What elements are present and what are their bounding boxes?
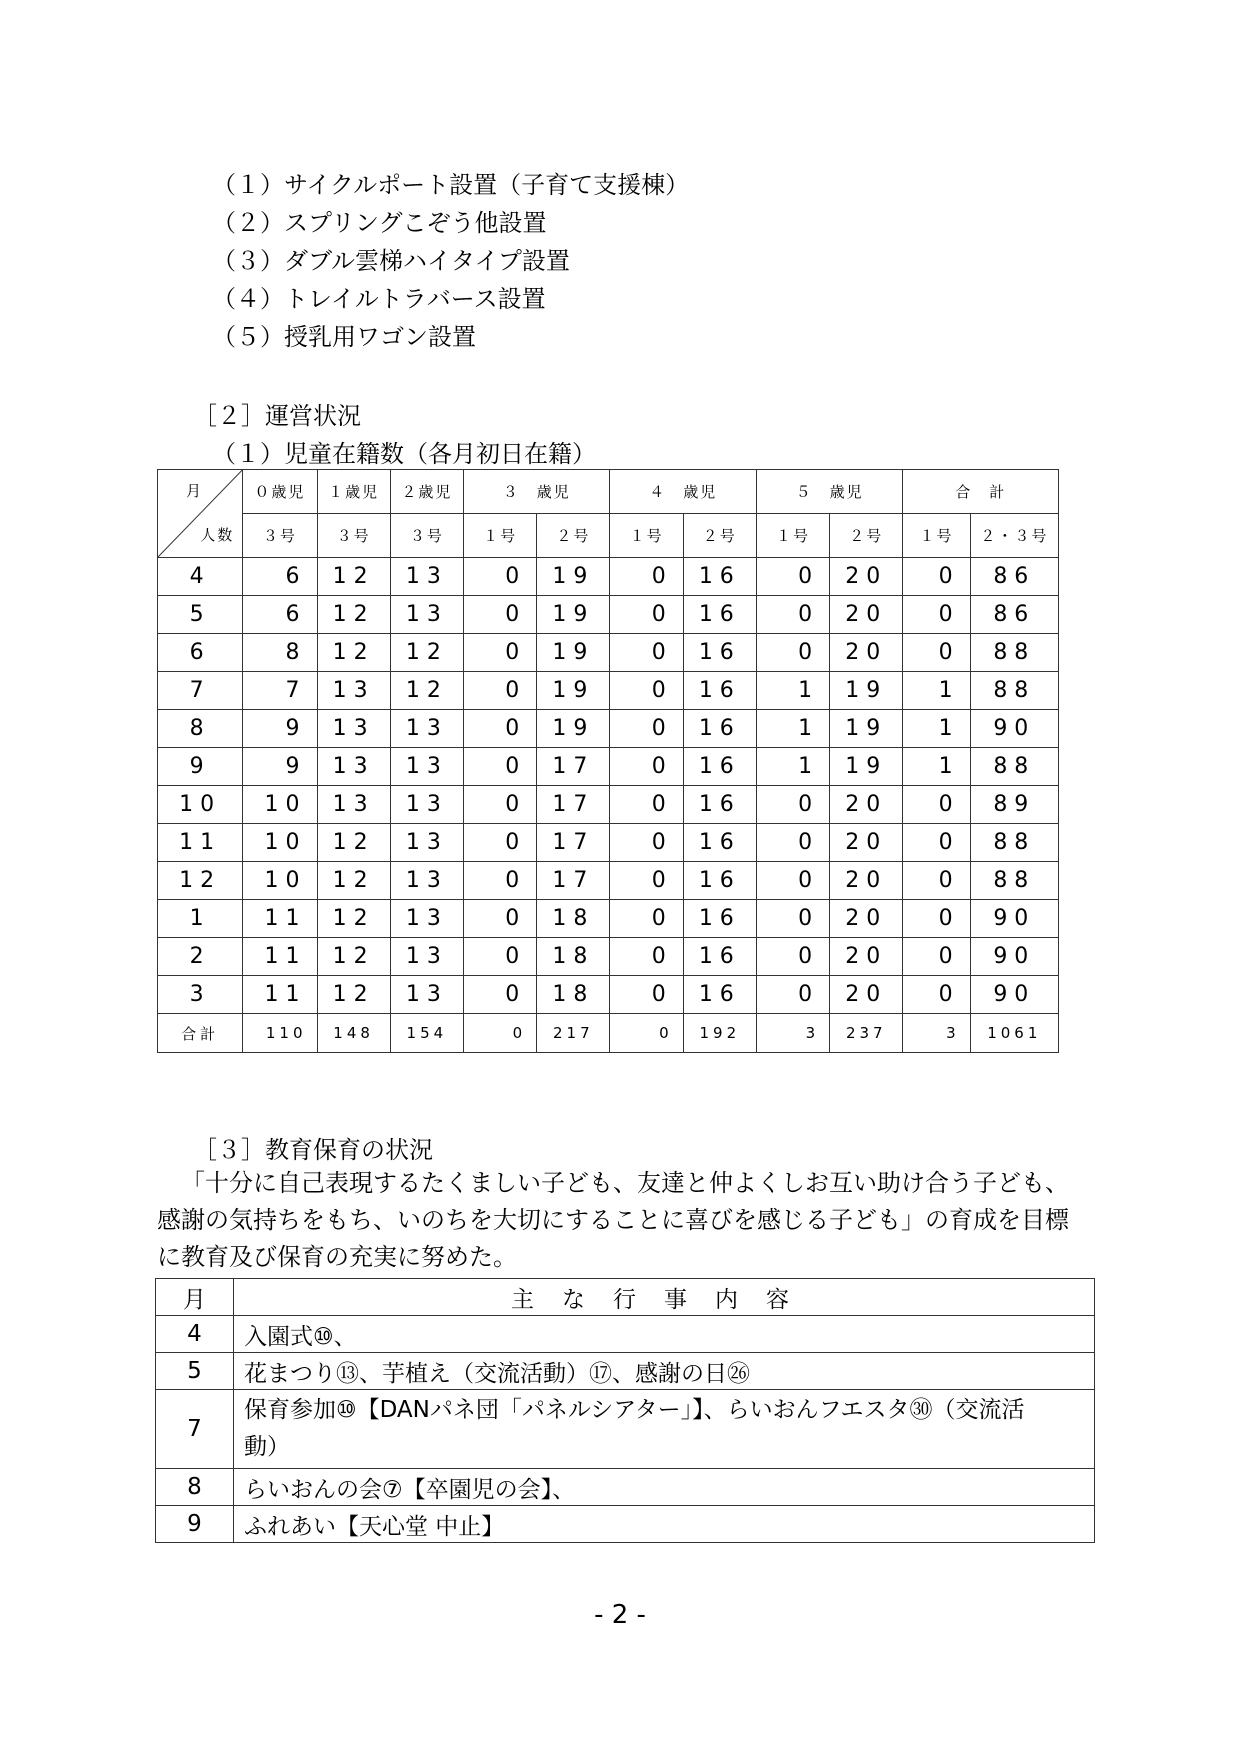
total-cell: 148 [317, 1014, 390, 1053]
count-cell: 19 [537, 634, 610, 672]
type-header: ２・３号 [970, 514, 1058, 558]
month-cell: 12 [158, 862, 243, 900]
age-header: １歳児 [317, 470, 390, 514]
event-content: 花まつり⑬、芋植え（交流活動）⑰、感謝の日㉖ [234, 1353, 1095, 1390]
count-cell: 90 [970, 900, 1058, 938]
count-cell: 13 [390, 824, 463, 862]
count-cell: 10 [243, 862, 317, 900]
enrollment-row [158, 748, 1059, 786]
facility-item: （２）スプリングこぞう他設置 [212, 209, 547, 237]
count-cell: 12 [317, 558, 390, 596]
enrollment-row [158, 558, 1059, 596]
count-cell: 8 [243, 634, 317, 672]
enrollment-row [158, 938, 1059, 976]
count-cell: 18 [537, 900, 610, 938]
count-cell: 18 [537, 938, 610, 976]
facility-item: （３）ダブル雲梯ハイタイプ設置 [212, 247, 570, 275]
count-cell: 6 [243, 596, 317, 634]
count-cell: 13 [390, 900, 463, 938]
count-cell: 90 [970, 710, 1058, 748]
count-cell: 16 [683, 938, 756, 976]
events-row [156, 1316, 1095, 1353]
count-cell: 0 [610, 938, 683, 976]
count-cell: 1 [756, 710, 829, 748]
type-header: ３号 [390, 514, 463, 558]
count-cell: 0 [903, 824, 970, 862]
count-cell: 1 [903, 748, 970, 786]
count-cell: 13 [317, 672, 390, 710]
month-cell: 3 [158, 976, 243, 1014]
count-cell: 18 [537, 976, 610, 1014]
facility-list [212, 166, 689, 356]
enrollment-header-row-age [158, 470, 1059, 514]
count-cell: 0 [756, 824, 829, 862]
count-cell: 17 [537, 862, 610, 900]
count-cell: 20 [830, 862, 903, 900]
count-cell: 12 [317, 976, 390, 1014]
enrollment-row [158, 596, 1059, 634]
count-cell: 90 [970, 976, 1058, 1014]
type-header: ２号 [537, 514, 610, 558]
count-cell: 17 [537, 786, 610, 824]
enrollment-table [157, 469, 1059, 1053]
event-content [234, 1390, 1095, 1469]
count-cell: 12 [317, 938, 390, 976]
event-month: 4 [156, 1316, 234, 1353]
count-cell: 13 [390, 596, 463, 634]
count-cell: 13 [390, 710, 463, 748]
enrollment-row [158, 976, 1059, 1014]
page-number: - 2 - [594, 1600, 646, 1630]
count-cell: 19 [830, 672, 903, 710]
count-cell: 0 [463, 596, 536, 634]
count-cell: 17 [537, 824, 610, 862]
count-cell: 0 [756, 900, 829, 938]
enrollment-row [158, 824, 1059, 862]
count-cell: 19 [537, 672, 610, 710]
count-cell: 0 [756, 976, 829, 1014]
count-cell: 20 [830, 634, 903, 672]
enrollment-row [158, 786, 1059, 824]
count-cell: 20 [830, 900, 903, 938]
count-cell: 0 [463, 862, 536, 900]
count-cell: 1 [756, 672, 829, 710]
events-row [156, 1390, 1095, 1469]
total-cell: 237 [830, 1014, 903, 1053]
count-cell: 12 [317, 824, 390, 862]
count-cell: 16 [683, 710, 756, 748]
count-cell: 88 [970, 824, 1058, 862]
count-cell: 16 [683, 634, 756, 672]
count-cell: 20 [830, 558, 903, 596]
total-cell: 217 [537, 1014, 610, 1053]
count-cell: 1 [903, 710, 970, 748]
count-cell: 88 [970, 862, 1058, 900]
section-heading-operation: ［２］運営状況 [193, 402, 361, 430]
age-header: 合 計 [903, 470, 1059, 514]
count-cell: 0 [463, 672, 536, 710]
count-cell: 11 [243, 938, 317, 976]
enrollment-row [158, 900, 1059, 938]
paragraph-line: 「十分に自己表現するたくましい子ども、友達と仲よくしお互い助け合う子ども、 [181, 1169, 1069, 1197]
event-content-line: 動） [244, 1434, 290, 1460]
facility-item: （４）トレイルトラバース設置 [212, 285, 546, 313]
count-cell: 0 [903, 976, 970, 1014]
count-cell: 1 [756, 748, 829, 786]
type-header: ３号 [317, 514, 390, 558]
events-content-header: 主な行事内容 [234, 1279, 1095, 1316]
total-cell: 192 [683, 1014, 756, 1053]
month-cell: 7 [158, 672, 243, 710]
count-cell: 86 [970, 558, 1058, 596]
type-header: ２号 [830, 514, 903, 558]
age-header: ３ 歳児 [463, 470, 609, 514]
count-cell: 0 [756, 596, 829, 634]
count-cell: 19 [537, 558, 610, 596]
count-cell: 0 [463, 976, 536, 1014]
count-cell: 16 [683, 862, 756, 900]
total-cell: 3 [903, 1014, 970, 1053]
count-cell: 10 [243, 824, 317, 862]
event-content-line: 保育参加⑩【DANパネ団「パネルシアター」】、らいおんフエスタ㉚（交流活 [244, 1397, 1025, 1423]
event-content: らいおんの会⑦【卒園児の会】、 [234, 1469, 1095, 1506]
count-cell: 19 [830, 710, 903, 748]
facility-item: （５）授乳用ワゴン設置 [212, 323, 476, 351]
corner-count-label: 人数 [200, 526, 235, 544]
count-cell: 10 [243, 786, 317, 824]
total-cell: 3 [756, 1014, 829, 1053]
count-cell: 0 [903, 938, 970, 976]
month-cell: 10 [158, 786, 243, 824]
count-cell: 0 [610, 748, 683, 786]
type-header: ３号 [243, 514, 317, 558]
count-cell: 13 [390, 938, 463, 976]
count-cell: 0 [610, 634, 683, 672]
event-month: 9 [156, 1506, 234, 1543]
count-cell: 0 [903, 558, 970, 596]
count-cell: 7 [243, 672, 317, 710]
count-cell: 0 [463, 710, 536, 748]
count-cell: 19 [537, 596, 610, 634]
count-cell: 0 [463, 824, 536, 862]
count-cell: 0 [463, 938, 536, 976]
count-cell: 11 [243, 976, 317, 1014]
count-cell: 13 [390, 976, 463, 1014]
count-cell: 0 [610, 596, 683, 634]
total-cell: 154 [390, 1014, 463, 1053]
count-cell: 88 [970, 672, 1058, 710]
event-month: 8 [156, 1469, 234, 1506]
corner-month-label: 月 [186, 482, 204, 500]
count-cell: 12 [390, 634, 463, 672]
count-cell: 86 [970, 596, 1058, 634]
count-cell: 1 [903, 672, 970, 710]
count-cell: 12 [317, 634, 390, 672]
count-cell: 13 [317, 786, 390, 824]
count-cell: 17 [537, 748, 610, 786]
event-content: 入園式⑩、 [234, 1316, 1095, 1353]
count-cell: 0 [903, 596, 970, 634]
total-label: 合計 [158, 1014, 243, 1053]
count-cell: 6 [243, 558, 317, 596]
count-cell: 0 [610, 672, 683, 710]
total-cell: 1061 [970, 1014, 1058, 1053]
total-cell: 110 [243, 1014, 317, 1053]
count-cell: 0 [610, 824, 683, 862]
count-cell: 0 [463, 900, 536, 938]
count-cell: 0 [610, 976, 683, 1014]
count-cell: 12 [390, 672, 463, 710]
count-cell: 88 [970, 634, 1058, 672]
count-cell: 0 [463, 558, 536, 596]
count-cell: 16 [683, 786, 756, 824]
type-header: １号 [903, 514, 970, 558]
count-cell: 0 [756, 634, 829, 672]
count-cell: 16 [683, 824, 756, 862]
count-cell: 89 [970, 786, 1058, 824]
count-cell: 13 [390, 786, 463, 824]
count-cell: 16 [683, 672, 756, 710]
count-cell: 20 [830, 596, 903, 634]
month-cell: 4 [158, 558, 243, 596]
count-cell: 13 [390, 748, 463, 786]
count-cell: 20 [830, 938, 903, 976]
month-cell: 5 [158, 596, 243, 634]
count-cell: 13 [390, 558, 463, 596]
type-header: ２号 [683, 514, 756, 558]
age-header: ５ 歳児 [756, 470, 902, 514]
age-header: ２歳児 [390, 470, 463, 514]
month-cell: 9 [158, 748, 243, 786]
count-cell: 20 [830, 786, 903, 824]
count-cell: 16 [683, 558, 756, 596]
count-cell: 0 [463, 786, 536, 824]
corner-header-cell [158, 470, 243, 558]
count-cell: 88 [970, 748, 1058, 786]
education-paragraph [157, 1165, 1097, 1276]
month-cell: 2 [158, 938, 243, 976]
count-cell: 12 [317, 900, 390, 938]
month-cell: 6 [158, 634, 243, 672]
count-cell: 16 [683, 596, 756, 634]
count-cell: 13 [317, 748, 390, 786]
event-month: 7 [156, 1390, 234, 1469]
count-cell: 9 [243, 748, 317, 786]
events-header-row [156, 1279, 1095, 1316]
count-cell: 0 [903, 634, 970, 672]
facility-item: （１）サイクルポート設置（子育て支援棟） [212, 171, 690, 199]
count-cell: 0 [610, 710, 683, 748]
count-cell: 0 [756, 862, 829, 900]
paragraph-line: に教育及び保育の充実に努めた。 [157, 1243, 517, 1271]
type-header: １号 [756, 514, 829, 558]
type-header: １号 [463, 514, 536, 558]
enrollment-row [158, 672, 1059, 710]
events-row [156, 1469, 1095, 1506]
count-cell: 20 [830, 824, 903, 862]
event-content: ふれあい【天心堂 中止】 [234, 1506, 1095, 1543]
enrollment-row [158, 710, 1059, 748]
count-cell: 16 [683, 976, 756, 1014]
count-cell: 0 [463, 748, 536, 786]
month-cell: 1 [158, 900, 243, 938]
count-cell: 0 [610, 900, 683, 938]
count-cell: 19 [537, 710, 610, 748]
count-cell: 9 [243, 710, 317, 748]
count-cell: 0 [463, 634, 536, 672]
count-cell: 19 [830, 748, 903, 786]
enrollment-total-row [158, 1014, 1059, 1053]
section-heading-education: ［３］教育保育の状況 [193, 1136, 433, 1164]
enrollment-header-row-type [158, 514, 1059, 558]
month-cell: 11 [158, 824, 243, 862]
count-cell: 0 [610, 558, 683, 596]
enrollment-row [158, 862, 1059, 900]
count-cell: 0 [756, 558, 829, 596]
event-month: 5 [156, 1353, 234, 1390]
age-header: ０歳児 [243, 470, 317, 514]
events-table [155, 1278, 1095, 1543]
count-cell: 0 [903, 900, 970, 938]
count-cell: 16 [683, 748, 756, 786]
type-header: １号 [610, 514, 683, 558]
count-cell: 90 [970, 938, 1058, 976]
paragraph-line: 感謝の気持ちをもち、いのちを大切にすることに喜びを感じる子ども」の育成を目標 [157, 1206, 1069, 1234]
events-month-header: 月 [156, 1279, 234, 1316]
count-cell: 12 [317, 862, 390, 900]
count-cell: 0 [903, 862, 970, 900]
events-row [156, 1506, 1095, 1543]
count-cell: 0 [903, 786, 970, 824]
month-cell: 8 [158, 710, 243, 748]
total-cell: 0 [463, 1014, 536, 1053]
age-header: ４ 歳児 [610, 470, 756, 514]
count-cell: 16 [683, 900, 756, 938]
subsection-heading-enrollment: （１）児童在籍数（各月初日在籍） [212, 440, 596, 468]
events-row [156, 1353, 1095, 1390]
count-cell: 13 [390, 862, 463, 900]
count-cell: 0 [610, 786, 683, 824]
total-cell: 0 [610, 1014, 683, 1053]
count-cell: 11 [243, 900, 317, 938]
count-cell: 0 [756, 786, 829, 824]
count-cell: 20 [830, 976, 903, 1014]
count-cell: 0 [610, 862, 683, 900]
count-cell: 0 [756, 938, 829, 976]
enrollment-row [158, 634, 1059, 672]
count-cell: 13 [317, 710, 390, 748]
count-cell: 12 [317, 596, 390, 634]
